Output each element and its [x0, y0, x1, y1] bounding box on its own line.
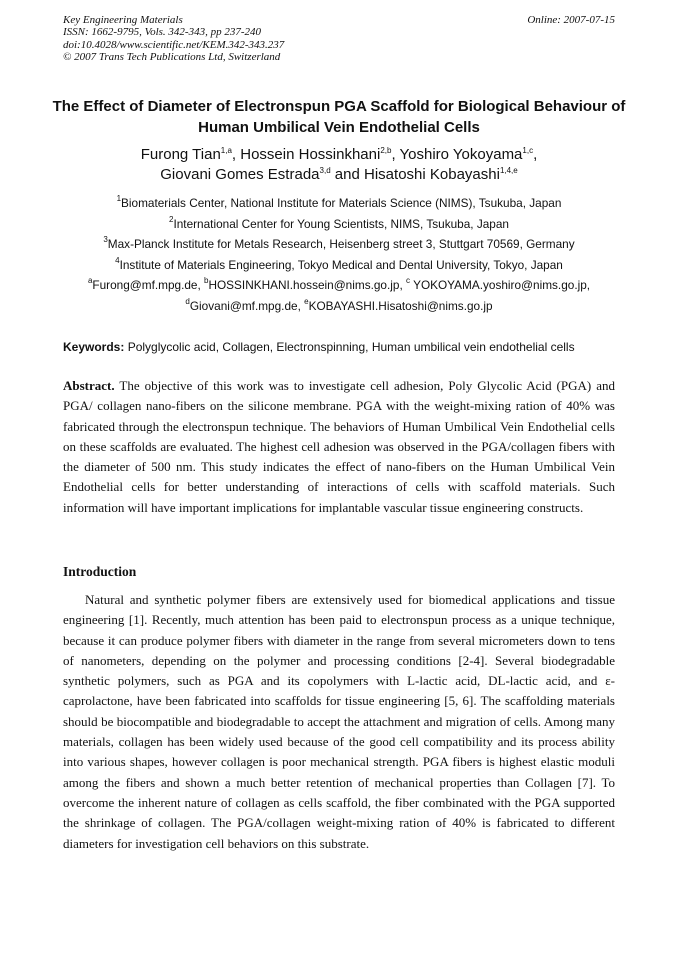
author-superscript: 1,4,e	[499, 166, 518, 175]
email-line	[40, 275, 638, 296]
affiliation	[40, 255, 638, 276]
author-superscript: 1,a	[220, 146, 232, 155]
email-address: HOSSINKHANI.hossein@nims.go.jp,	[208, 278, 407, 293]
affiliation-text: International Center for Young Scientists, NIMS, Tsukuba, Japan	[173, 216, 509, 231]
affiliation-list	[40, 193, 638, 317]
author-name: Hossein Hossinkhani	[240, 146, 381, 163]
author-separator: and	[330, 166, 365, 183]
affiliation-superscript: 3	[103, 235, 108, 245]
doi-line: doi:10.4028/www.scientific.net/KEM.342-343.237	[63, 38, 285, 51]
email-line	[40, 296, 638, 317]
affiliation-superscript: 1	[116, 194, 122, 203]
email-address: Giovani@mf.mpg.de,	[189, 298, 305, 313]
author-separator: ,	[533, 146, 538, 163]
author-separator: ,	[391, 146, 400, 163]
online-date: Online: 2007-07-15	[527, 14, 615, 26]
affiliation	[40, 193, 638, 214]
author-list	[50, 145, 628, 185]
email-superscript: b	[204, 276, 209, 286]
affiliation-text: Biomaterials Center, National Institute for Materials Science (NIMS), Tsukuba, Japan	[121, 196, 562, 210]
author-superscript: 3,d	[319, 166, 331, 175]
affiliation	[40, 214, 638, 235]
keywords-line	[63, 340, 633, 355]
affiliation-superscript: 2	[169, 214, 174, 224]
author-name: Furong Tian	[140, 146, 221, 163]
introduction-paragraph: Natural and synthetic polymer fibers are extensively used for biomedical applications and tissue engineering [1]. Recently, much attention has been paid to electronspun process as a unique technique, because it can produce polymer fibers with diameter in the range from several micrometers down to tens of nanometers, depending on the polymer and processing conditions [2-4]. Several biodegradable synthetic polymers, such as PGA and its copolymers with L-lactic acid, DL-lactic acid, and ε-caprolactone, have been fabricated into scaffolds for tissue engineering [5, 6]. The scaffolding materials should be biocompatible and biodegradable to accept the attachment and migration of cells. Among many materials, collagen has been widely used because of the good cell compatibility and its process ability into various shapes, however collagen is poor mechanical strength. PGA fibers is highest elastic moduli among the fibers and shown a much better retention of mechanical properties than Collagen [7]. To overcome the inherent nature of collagen as cells scaffold, the fiber combinated with the PGA supported the shrinkage of collagen. The PGA/collagen weight-mixing ration of 40% is fabricated to different diameters for investigation cell behaviors on this substrate.	[63, 592, 615, 851]
copyright-line: © 2007 Trans Tech Publications Ltd, Switzerland	[63, 51, 281, 64]
author-superscript: 2,b	[380, 146, 392, 155]
email-superscript: d	[185, 296, 190, 306]
abstract	[63, 376, 615, 518]
email-superscript: a	[87, 276, 93, 286]
email-address: Furong@mf.mpg.de,	[92, 278, 205, 293]
journal-name: Key Engineering Materials	[63, 14, 183, 26]
email-superscript: c	[406, 276, 411, 286]
keywords-label: Keywords:	[63, 340, 125, 354]
issn-line: ISSN: 1662-9795, Vols. 342-343, pp 237-240	[63, 26, 261, 39]
email-superscript: e	[304, 296, 309, 306]
author-name: Giovani Gomes Estrada	[160, 166, 320, 183]
author-line	[50, 165, 628, 185]
affiliation	[40, 234, 638, 255]
paper-title: The Effect of Diameter of Electronspun PGA Scaffold for Biological Behaviour of Human Umbilical Vein Endothelial Cells	[52, 98, 626, 136]
email-address: KOBAYASHI.Hisatoshi@nims.go.jp	[308, 298, 493, 313]
author-superscript: 1,c	[522, 146, 534, 155]
author-name: Yoshiro Yokoyama	[399, 146, 523, 163]
author-name: Hisatoshi Kobayashi	[364, 166, 500, 183]
abstract-label: Abstract.	[63, 378, 115, 393]
author-separator: ,	[231, 146, 241, 163]
keywords-text: Polyglycolic acid, Collagen, Electronspinning, Human umbilical vein endothelial cells	[124, 340, 575, 354]
affiliation-text: Max-Planck Institute for Metals Research, Heisenberg street 3, Stuttgart 70569, Germany	[107, 237, 575, 252]
journal-header	[63, 14, 615, 64]
affiliation-superscript: 4	[115, 255, 120, 265]
affiliation-text: Institute of Materials Engineering, Tokyo Medical and Dental University, Tokyo, Japan	[119, 257, 563, 272]
author-line	[50, 145, 628, 165]
abstract-text: The objective of this work was to investigate cell adhesion, Poly Glycolic Acid (PGA) and PGA/ collagen nano-fibers on the silicone membrane. PGA with the weight-mixing ration of 40% was fabricated through the electronspun technique. The behaviors of Human Umbilical Vein Endothelial cells on these scaffolds are evaluated. The highest cell adhesion was observed in the PGA/collagen fibers with the diameter of 500 nm. This study indicates the effect of nano-fibers on the Human Umbilical Vein Endothelial cells for better understanding of interactions of cells with scaffold materials. Such information will have important implications for implantable vascular tissue engineering constructs.	[63, 378, 615, 515]
section-heading-introduction: Introduction	[63, 564, 137, 579]
email-address: YOKOYAMA.yoshiro@nims.go.jp,	[410, 278, 591, 293]
